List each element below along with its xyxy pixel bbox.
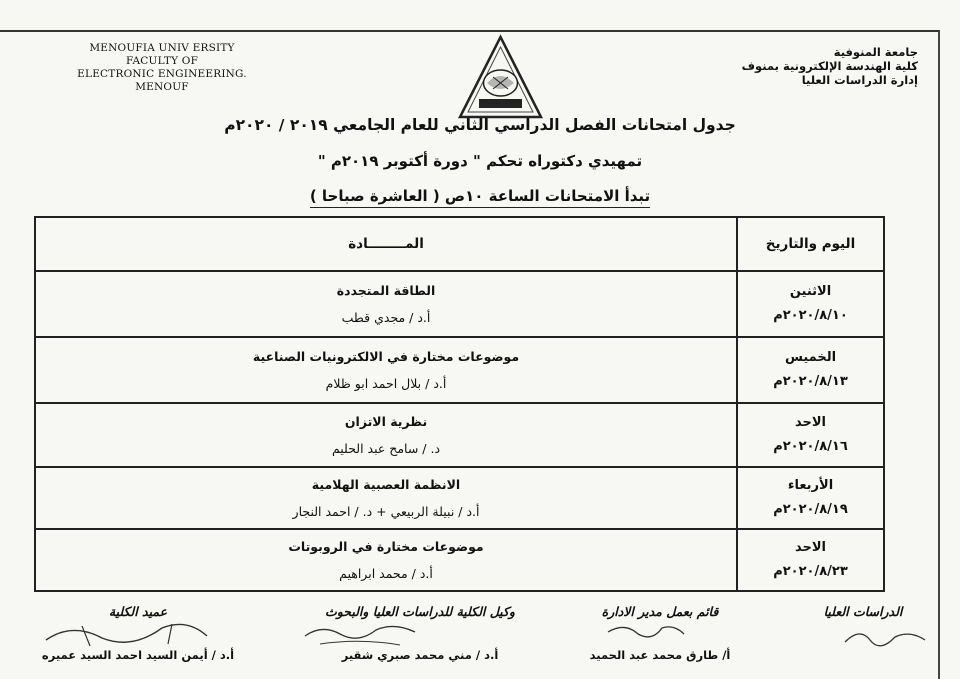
header-line: إدارة الدراسات العليا	[801, 73, 918, 87]
subject-cell	[36, 338, 736, 402]
university-header-arabic	[678, 45, 918, 87]
header-line: ELECTRONIC ENGINEERING.	[77, 68, 247, 80]
signature-name: أ/ طارق محمد عبد الحميد	[589, 648, 731, 662]
schedule-subtitle: تمهيدي دكتوراه تحكم " دورة أكتوبر ٢٠١٩م "	[317, 152, 643, 170]
instructor-name: د. / سامح عبد الحليم	[331, 441, 441, 456]
instructor-name: أ.د / نبيلة الربيعي + د. / احمد النجار	[292, 504, 480, 519]
signature-role: عميد الكلية	[108, 604, 168, 619]
header-line: MENOUFIA UNIV ERSITY	[89, 42, 235, 54]
subject-name: الطاقة المتجددة	[336, 283, 436, 298]
handwritten-signature	[600, 620, 690, 644]
handwritten-signature	[300, 618, 420, 648]
subject-cell	[36, 530, 736, 590]
header-line: MENOUF	[135, 81, 189, 93]
header-line: كلية الهندسة الإلكترونية بمنوف	[741, 59, 918, 73]
university-logo	[453, 33, 548, 121]
handwritten-signature	[42, 616, 212, 650]
day-date-cell	[736, 468, 883, 528]
subject-cell	[36, 468, 736, 528]
subject-name: الانظمة العصبية الهلامية	[311, 477, 461, 492]
day-date-cell	[736, 272, 883, 336]
day-name: الخميس	[784, 350, 837, 365]
table-row	[36, 530, 883, 590]
signature-name: أ.د / مني محمد صبري شقير	[341, 648, 499, 662]
column-header-day: اليوم والتاريخ	[736, 218, 883, 270]
subject-name: نظرية الاتزان	[344, 414, 428, 429]
exam-start-time	[0, 187, 960, 205]
university-header-english	[62, 42, 262, 94]
day-name: الاحد	[795, 415, 827, 430]
subject-name: موضوعات مختارة في الالكترونيات الصناعية	[252, 349, 520, 364]
signature-name: أ.د / أيمن السيد احمد السيد عميره	[41, 648, 235, 662]
exam-schedule-table	[34, 216, 885, 592]
signature-admin-director	[565, 604, 755, 662]
day-date-cell	[736, 404, 883, 466]
exam-date: ٢٠٢٠/٨/١٩م	[773, 502, 848, 517]
schedule-title: جدول امتحانات الفصل الدراسي الثاني للعام الجامعي ٢٠١٩ / ٢٠٢٠م	[224, 116, 736, 134]
table-row	[36, 272, 883, 336]
instructor-name: أ.د / محمد ابراهيم	[339, 566, 433, 581]
exam-date: ٢٠٢٠/٨/١٠م	[773, 308, 848, 323]
instructor-name: أ.د / بلال احمد ابو ظلام	[325, 376, 447, 391]
signature-role: وكيل الكلية للدراسات العليا والبحوث	[325, 604, 515, 619]
subject-cell	[36, 404, 736, 466]
handwritten-signature	[840, 622, 930, 652]
day-name: الأربعاء	[787, 478, 834, 493]
table-row	[36, 404, 883, 466]
subject-name: موضوعات مختارة في الروبوتات	[288, 539, 484, 554]
exam-date: ٢٠٢٠/٨/٢٣م	[773, 564, 848, 579]
day-name: الاحد	[795, 540, 827, 555]
signature-vice-dean	[295, 604, 545, 662]
day-name: الاثنين	[789, 284, 832, 299]
column-header-subject: المــــــــادة	[348, 235, 424, 252]
table-header-row	[36, 218, 883, 270]
exam-start-time-text: تبدأ الامتحانات الساعة ١٠ص ( العاشرة صباحا )	[310, 187, 650, 208]
header-line: FACULTY OF	[125, 55, 199, 67]
instructor-name: أ.د / مجدي قطب	[341, 310, 431, 325]
day-date-cell	[736, 530, 883, 590]
exam-date: ٢٠٢٠/٨/١٣م	[773, 374, 848, 389]
table-row	[36, 468, 883, 528]
table-row	[36, 338, 883, 402]
day-date-cell	[736, 338, 883, 402]
header-line: جامعة المنوفية	[833, 45, 918, 59]
exam-date: ٢٠٢٠/٨/١٦م	[773, 439, 848, 454]
signature-graduate-studies	[798, 604, 928, 619]
subject-cell	[36, 272, 736, 336]
signature-role: الدراسات العليا	[823, 604, 903, 619]
signature-role: قائم بعمل مدير الادارة	[601, 604, 719, 619]
